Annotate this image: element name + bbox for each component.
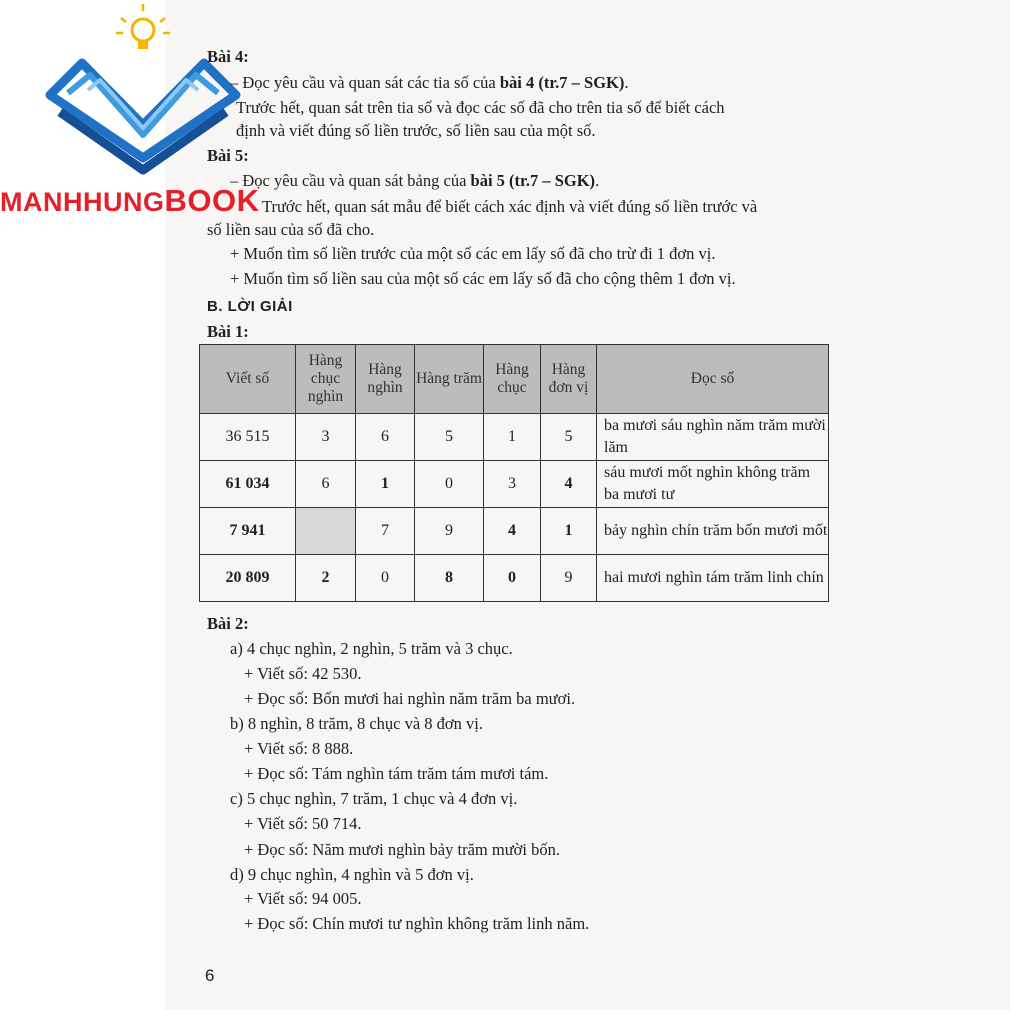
bai5-line-5: + Muốn tìm số liền sau của một số các em lấy số đã cho cộng thêm 1 đơn vị. (230, 269, 736, 288)
bai2-line: c) 5 chục nghìn, 7 trăm, 1 chục và 4 đơn vị. (230, 789, 518, 808)
cell-tram: 9 (415, 508, 484, 555)
table-row (200, 414, 829, 461)
bai2-line: + Viết số: 50 714. (244, 814, 362, 833)
cell-nghin: 7 (356, 508, 415, 555)
bai2-line: + Viết số: 94 005. (244, 889, 362, 908)
cell-nghin: 1 (356, 461, 415, 508)
table-row (200, 555, 829, 602)
cell-chuc-nghin: 2 (296, 555, 356, 602)
bai4-title: Bài 4: (207, 47, 249, 66)
cell-tram: 0 (415, 461, 484, 508)
cell-doc-so: sáu mươi mốt nghìn không trăm ba mươi tư (597, 461, 829, 508)
bai4-line-3: định và viết đúng số liền trước, số liền sau của một số. (236, 121, 596, 140)
bai5-line-2: Trước hết, quan sát mẫu để biết cách xác định và viết đúng số liền trước và (262, 197, 758, 216)
header-hang-tram: Hàng trăm (415, 345, 484, 414)
section-title: B. LỜI GIẢI (207, 298, 293, 315)
cell-doc-so: bảy nghìn chín trăm bốn mươi mốt (597, 508, 829, 555)
cell-viet-so: 36 515 (200, 414, 296, 461)
cell-don-vi: 9 (541, 555, 597, 602)
cell-chuc-nghin: 6 (296, 461, 356, 508)
cell-chuc-nghin (296, 508, 356, 555)
cell-viet-so: 61 034 (200, 461, 296, 508)
table-row (200, 508, 829, 555)
bai2-line: + Viết số: 42 530. (244, 664, 362, 683)
cell-don-vi: 5 (541, 414, 597, 461)
bai4-line-1: – Đọc yêu cầu và quan sát các tia số của bài 4 (tr.7 – SGK). (230, 73, 629, 92)
header-hang-nghin: Hàng nghìn (356, 345, 415, 414)
header-hang-chuc: Hàng chục (484, 345, 541, 414)
bai2-line: + Đọc số: Tám nghìn tám trăm tám mươi tám. (244, 764, 549, 783)
bai1-title: Bài 1: (207, 322, 249, 341)
bai2-line: d) 9 chục nghìn, 4 nghìn và 5 đơn vị. (230, 865, 474, 884)
bai2-line: + Đọc số: Bốn mươi hai nghìn năm trăm ba mươi. (244, 689, 576, 708)
cell-nghin: 0 (356, 555, 415, 602)
cell-viet-so: 7 941 (200, 508, 296, 555)
cell-don-vi: 1 (541, 508, 597, 555)
bai5-line-3: số liền sau của số đã cho. (207, 220, 375, 239)
table-row (200, 461, 829, 508)
page-number: 6 (205, 966, 215, 985)
cell-chuc: 0 (484, 555, 541, 602)
header-viet-so: Viết số (200, 345, 296, 414)
bai2-title: Bài 2: (207, 614, 249, 633)
cell-nghin: 6 (356, 414, 415, 461)
header-doc-so: Đọc số (597, 345, 829, 414)
bai2-line: a) 4 chục nghìn, 2 nghìn, 5 trăm và 3 chục. (230, 639, 513, 658)
header-hang-don-vi: Hàng đơn vị (541, 345, 597, 414)
cell-chuc: 4 (484, 508, 541, 555)
bai5-line-1: – Đọc yêu cầu và quan sát bảng của bài 5 (tr.7 – SGK). (230, 171, 600, 190)
cell-doc-so: ba mươi sáu nghìn năm trăm mười lăm (597, 414, 829, 461)
brand-wordmark: MANHHUNGBOOK (0, 183, 260, 218)
cell-don-vi: 4 (541, 461, 597, 508)
cell-chuc: 1 (484, 414, 541, 461)
cell-viet-so: 20 809 (200, 555, 296, 602)
bai4-line-2: Trước hết, quan sát trên tia số và đọc các số đã cho trên tia số để biết cách (236, 98, 725, 117)
bai2-line: + Đọc số: Năm mươi nghìn bảy trăm mười bốn. (244, 840, 560, 859)
cell-chuc-nghin: 3 (296, 414, 356, 461)
cell-chuc: 3 (484, 461, 541, 508)
table-header-row (200, 345, 829, 414)
cell-doc-so: hai mươi nghìn tám trăm linh chín (597, 555, 829, 602)
bai2-line: b) 8 nghìn, 8 trăm, 8 chục và 8 đơn vị. (230, 714, 483, 733)
place-value-table (199, 344, 829, 602)
cell-tram: 8 (415, 555, 484, 602)
bai2-line: + Đọc số: Chín mươi tư nghìn không trăm linh năm. (244, 914, 590, 933)
cell-tram: 5 (415, 414, 484, 461)
header-hang-chuc-nghin: Hàng chục nghìn (296, 345, 356, 414)
bai5-line-4: + Muốn tìm số liền trước của một số các em lấy số đã cho trừ đi 1 đơn vị. (230, 244, 716, 263)
lightbulb-icon (116, 4, 170, 49)
bai2-line: + Viết số: 8 888. (244, 739, 354, 758)
bai5-title: Bài 5: (207, 146, 249, 165)
